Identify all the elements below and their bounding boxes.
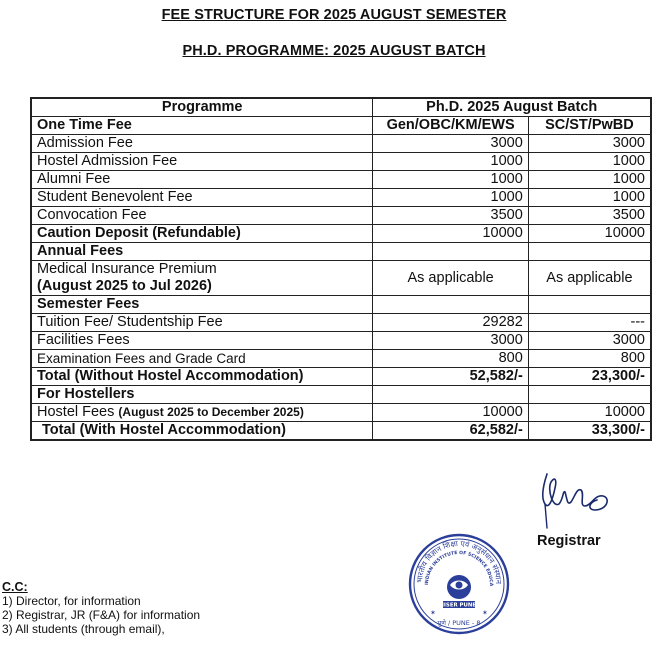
fee-sc: 3500 (528, 207, 651, 225)
section-label: Semester Fees (31, 296, 373, 314)
seal-hindi-text: भारतीय विज्ञान शिक्षा एवं अनुसंधान संस्थान (414, 538, 504, 585)
cc-block (2, 580, 200, 636)
fee-sc: 1000 (528, 189, 651, 207)
fee-sc: 3000 (528, 332, 651, 350)
table-row (31, 171, 651, 189)
table-row (31, 314, 651, 332)
total-label: Total (Without Hostel Accommodation) (31, 368, 373, 386)
table-row (31, 296, 651, 314)
fee-sc: --- (528, 314, 651, 332)
total-gen: 52,582/- (373, 368, 528, 386)
fee-sc: 10000 (528, 225, 651, 243)
table-row (31, 243, 651, 261)
gen-category-header: Gen/OBC/KM/EWS (373, 117, 528, 135)
empty-cell (373, 296, 528, 314)
fee-table (30, 97, 652, 441)
sc-category-header: SC/ST/PwBD (528, 117, 651, 135)
fee-sc: 1000 (528, 171, 651, 189)
table-row (31, 135, 651, 153)
total-sc: 33,300/- (528, 422, 651, 441)
hostel-fee-label: Hostel Fees (37, 404, 115, 420)
table-row (31, 422, 651, 441)
svg-text:✶: ✶ (430, 610, 436, 617)
fee-gen: 10000 (373, 225, 528, 243)
seal-bottom-text: पुणे / PUNE - 8 (437, 619, 481, 627)
fee-label: Convocation Fee (31, 207, 373, 225)
section-label: One Time Fee (31, 117, 373, 135)
table-row (31, 117, 651, 135)
fee-gen: 3000 (373, 332, 528, 350)
fee-label: Alumni Fee (31, 171, 373, 189)
fee-gen: 3000 (373, 135, 528, 153)
empty-cell (373, 386, 528, 404)
signature-graphic (533, 468, 619, 530)
table-row (31, 404, 651, 422)
fee-gen: 10000 (373, 404, 528, 422)
medical-line2: (August 2025 to Jul 2026) (37, 278, 212, 294)
table-row (31, 368, 651, 386)
document-subtitle: PH.D. PROGRAMME: 2025 AUGUST BATCH (182, 43, 486, 59)
institute-seal (406, 527, 512, 637)
fee-label (31, 404, 373, 422)
section-label: Annual Fees (31, 243, 373, 261)
cc-item: 3) All students (through email), (2, 622, 165, 636)
table-row (31, 332, 651, 350)
cc-item: 2) Registrar, JR (F&A) for information (2, 608, 201, 622)
empty-cell (528, 243, 651, 261)
fee-label: Student Benevolent Fee (31, 189, 373, 207)
seal-english-text: INDIAN INSTITUTE OF SCIENCE EDUCA (424, 550, 494, 586)
fee-sc: As applicable (528, 261, 651, 296)
fee-gen: 1000 (373, 189, 528, 207)
fee-sc: 1000 (528, 153, 651, 171)
table-row (31, 189, 651, 207)
empty-cell (373, 243, 528, 261)
table-row (31, 225, 651, 243)
fee-sc: 800 (528, 350, 651, 368)
table-row (31, 153, 651, 171)
table-row (31, 386, 651, 404)
fee-gen: 800 (373, 350, 528, 368)
total-label: Total (With Hostel Accommodation) (31, 422, 373, 441)
fee-gen: 3500 (373, 207, 528, 225)
section-label: For Hostellers (31, 386, 373, 404)
fee-gen: 1000 (373, 171, 528, 189)
batch-header: Ph.D. 2025 August Batch (373, 98, 651, 117)
table-row (31, 207, 651, 225)
document-title: FEE STRUCTURE FOR 2025 AUGUST SEMESTER (161, 7, 507, 23)
fee-gen: 29282 (373, 314, 528, 332)
seal-logo-text: IISER PUNE (441, 602, 477, 609)
cc-item: 1) Director, for information (2, 594, 141, 608)
fee-label: Facilities Fees (31, 332, 373, 350)
registrar-label: Registrar (537, 533, 601, 549)
total-sc: 23,300/- (528, 368, 651, 386)
medical-line1: Medical Insurance Premium (37, 261, 217, 277)
fee-label: Hostel Admission Fee (31, 153, 373, 171)
total-gen: 62,582/- (373, 422, 528, 441)
table-row (31, 350, 651, 368)
table-header-row (31, 98, 651, 117)
hostel-fee-period: (August 2025 to December 2025) (118, 405, 304, 419)
fee-sc: 3000 (528, 135, 651, 153)
fee-label (31, 261, 373, 296)
empty-cell (528, 386, 651, 404)
cc-label: C.C: (2, 580, 28, 594)
fee-label: Tuition Fee/ Studentship Fee (31, 314, 373, 332)
fee-label: Admission Fee (31, 135, 373, 153)
fee-label: Caution Deposit (Refundable) (31, 225, 373, 243)
fee-gen: 1000 (373, 153, 528, 171)
fee-sc: 10000 (528, 404, 651, 422)
svg-text:✶: ✶ (482, 610, 488, 617)
empty-cell (528, 296, 651, 314)
fee-label: Examination Fees and Grade Card (31, 350, 373, 368)
programme-header: Programme (31, 98, 373, 117)
fee-gen: As applicable (373, 261, 528, 296)
table-row (31, 261, 651, 296)
